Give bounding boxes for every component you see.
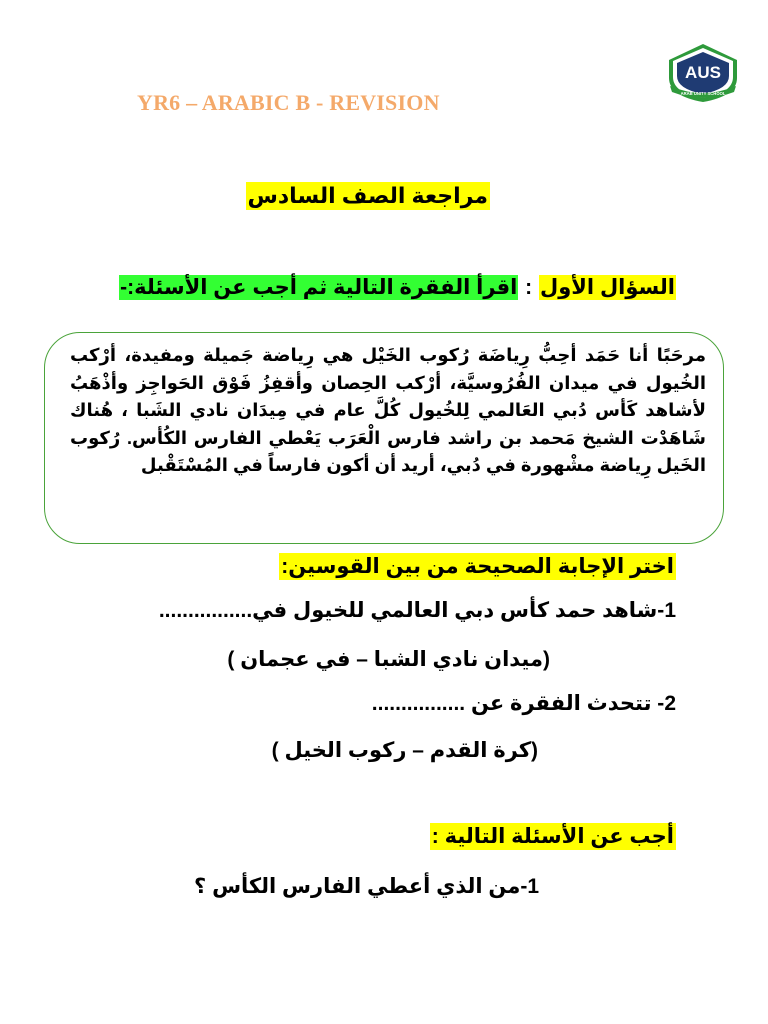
mc-options-1: (ميدان نادي الشبا – في عجمان ) [227, 648, 550, 671]
question1-instruction: اقرأ الفقرة التالية ثم أجب عن الأسئلة:- [120, 276, 518, 299]
question1-separator: : [519, 276, 539, 299]
mc-question-2: 2- تتحدث الفقرة عن ................ [371, 692, 676, 715]
reading-passage: مرحَبًا أنا حَمَد أحِبُّ رِياضَة رُكوب الخَيْل هي رِياضة جَميلة ومفيدة، أرْكب الخُيول في ميدان الفُرُوسيَّة، أرْكب الحِصان وأقفِزُ فَوْق الحَواجِز وأذْهَبُ لأشاهد كَأس دُبي العَالمي لِلخُيول كُلَّ عام في مِيدَان نادي الشَبا ، هُناك شَاهَدْت الشيخ مَحمد بن راشد فارس الْعَرَب يَعْطي الفارس الكُأس. رُكوب الخَيل رِياضة مشْهورة في دُبي، أريد أن أكون فارساً في المُسْتَقْبل [70, 345, 706, 475]
logo-subtext: ARAB UNITY SCHOOL [680, 91, 726, 96]
logo-text: AUS [685, 63, 721, 82]
answer-question-1: 1-من الذي أعطي الفارس الكأس ؟ [194, 875, 539, 898]
question1-heading [119, 275, 676, 300]
question1-label: السؤال الأول [540, 276, 675, 299]
page-subtitle: مراجعة الصف السادس [247, 183, 488, 208]
mc-question-1: 1-شاهد حمد كأس دبي العالمي للخيول في................ [158, 599, 676, 622]
mc-options-2: (كرة القدم – ركوب الخيل ) [271, 739, 538, 762]
multiple-choice-title: اختر الإجابة الصحيحة من بين القوسين: [281, 555, 674, 578]
school-logo [664, 42, 742, 104]
document-title: YR6 – ARABIC B - REVISION [137, 90, 440, 115]
answer-section-title: أجب عن الأسئلة التالية : [431, 825, 674, 848]
